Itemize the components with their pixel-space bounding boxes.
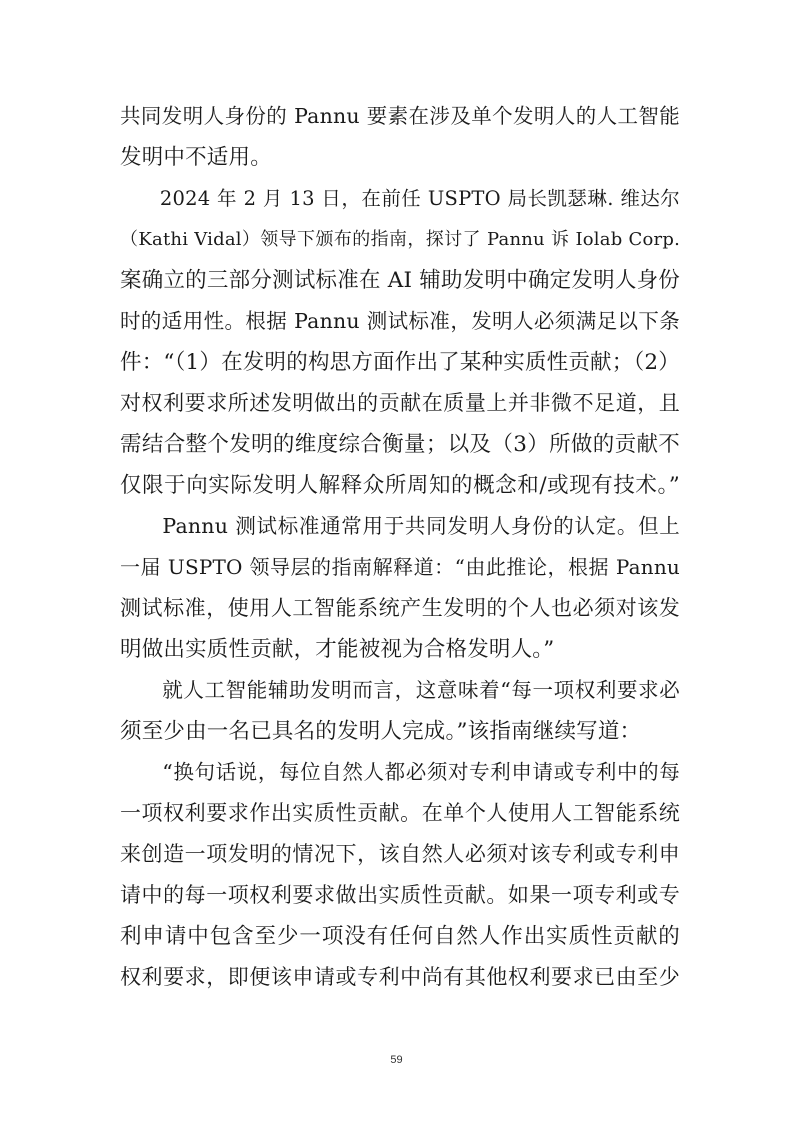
text-line: “换句话说，每位自然人都必须对专利申请或专利中的每	[120, 760, 680, 784]
text-line: 测试标准，使用人工智能系统产生发明的个人也必须对该发	[120, 596, 680, 620]
text-line: 请中的每一项权利要求做出实质性贡献。如果一项专利或专	[120, 883, 680, 907]
text-line: 利申请中包含至少一项没有任何自然人作出实质性贡献的	[120, 924, 680, 949]
text-line: 件：“（1）在发明的构思方面作出了某种实质性贡献；（2）	[120, 350, 680, 375]
text-line: 明做出实质性贡献，才能被视为合格发明人。”	[120, 637, 555, 662]
text-line: 须至少由一名已具名的发明人完成。”该指南继续写道：	[120, 719, 642, 744]
text-line: 就人工智能辅助发明而言，这意味着“每一项权利要求必	[120, 678, 680, 702]
page-number: 59	[390, 1054, 403, 1066]
text-line: 时的适用性。根据 Pannu 测试标准，发明人必须满足以下条	[120, 309, 680, 333]
text-line: 需结合整个发明的维度综合衡量；以及（3）所做的贡献不	[120, 432, 680, 457]
text-line: 对权利要求所述发明做出的贡献在质量上并非微不足道，且	[120, 391, 680, 415]
text-line: （Kathi Vidal）领导下颁布的指南，探讨了 Pannu 诉 Iolab Corp.	[120, 229, 680, 250]
text-line: 一届 USPTO 领导层的指南解释道：“由此推论，根据 Pannu	[120, 555, 680, 579]
text-line: 仅限于向实际发明人解释众所周知的概念和/或现有技术。”	[120, 473, 680, 498]
text-line: 案确立的三部分测试标准在 AI 辅助发明中确定发明人身份	[120, 268, 680, 293]
text-line: 发明中不适用。	[120, 145, 272, 170]
text-line: 权利要求，即便该申请或专利中尚有其他权利要求已由至少	[120, 965, 680, 989]
body-text	[120, 96, 680, 998]
text-line: 共同发明人身份的 Pannu 要素在涉及单个发明人的人工智能	[120, 104, 680, 128]
text-line: 2024 年 2 月 13 日，在前任 USPTO 局长凯瑟琳. 维达尔	[120, 187, 680, 210]
text-line: Pannu 测试标准通常用于共同发明人身份的认定。但上	[120, 514, 680, 538]
text-line: 一项权利要求作出实质性贡献。在单个人使用人工智能系统	[120, 801, 680, 825]
text-line: 来创造一项发明的情况下，该自然人必须对该专利或专利申	[120, 842, 680, 866]
